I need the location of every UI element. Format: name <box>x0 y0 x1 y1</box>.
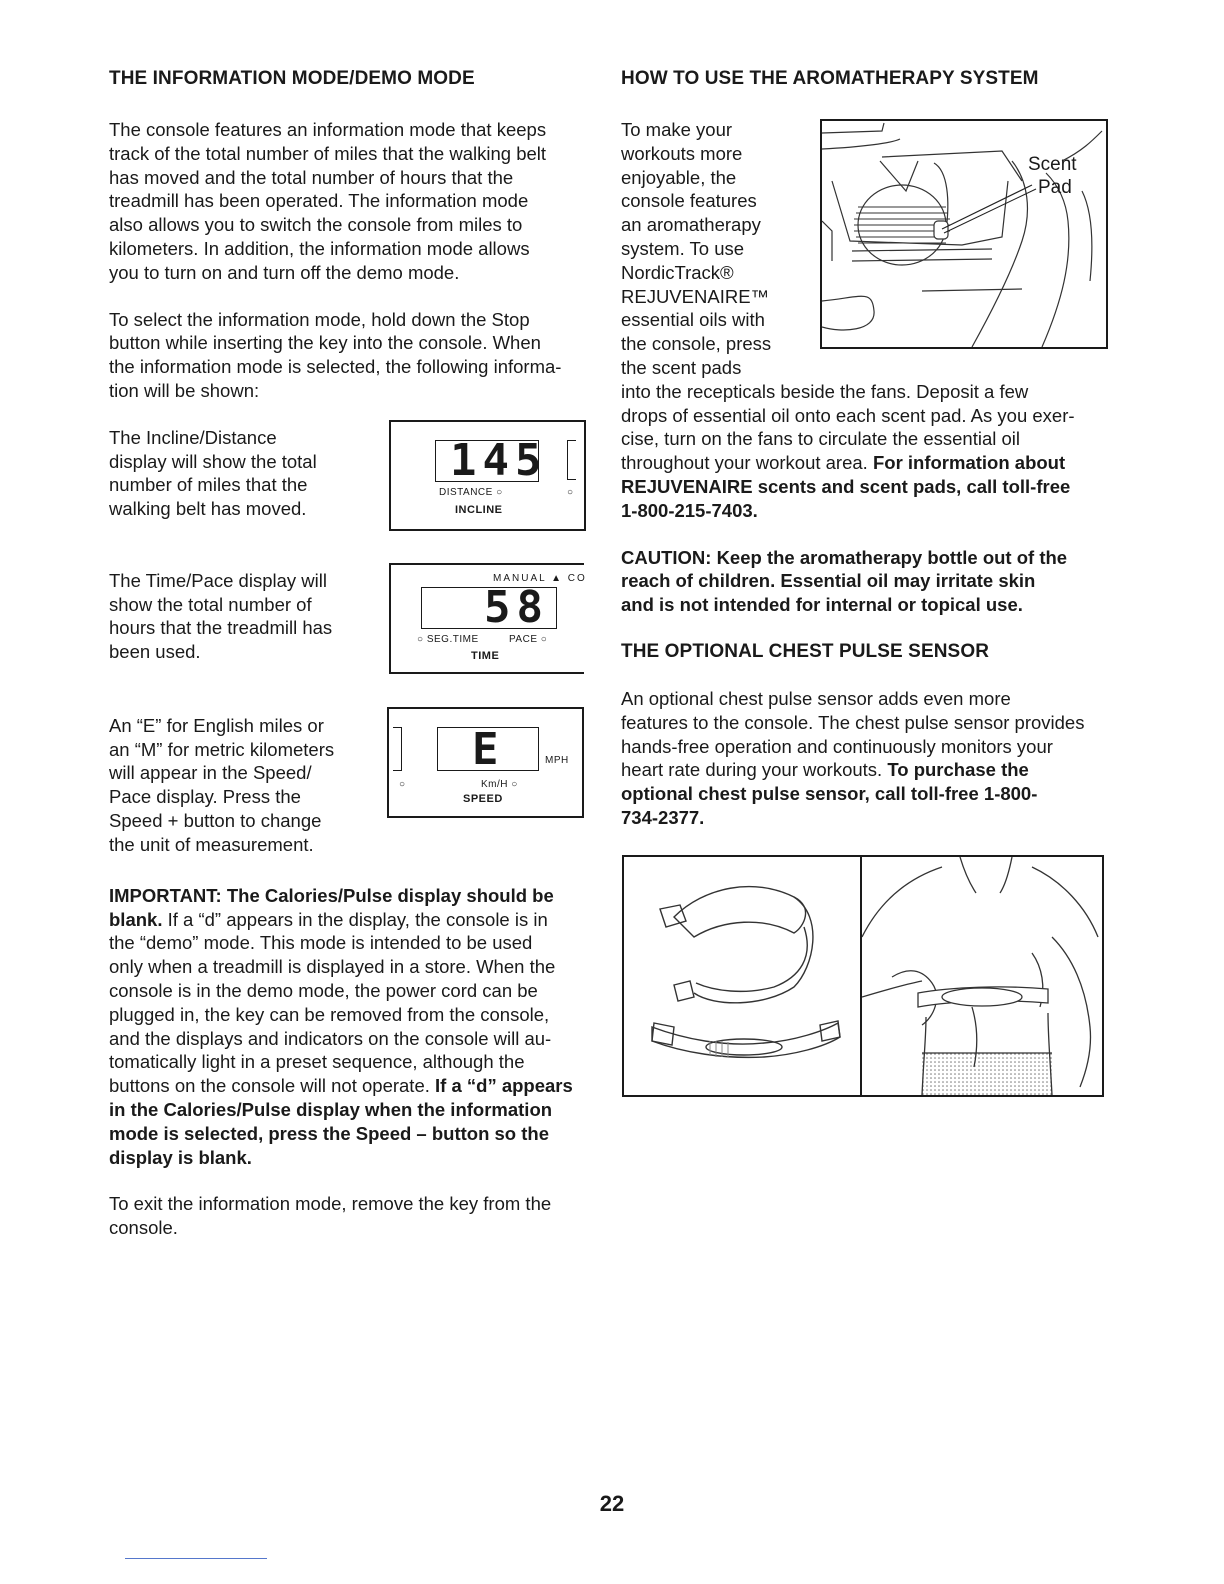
label-time: TIME <box>471 649 500 662</box>
indicator-dot: ○ <box>567 486 574 498</box>
incline-readout: 145 <box>450 434 548 486</box>
label-mph: MPH <box>545 754 569 766</box>
label-manual: MANUAL ▲ CO <box>493 572 587 584</box>
paragraph-important: IMPORTANT: The Calories/Pulse display should be blank. If a “d” appears in the display, the console is in the “demo” mode. This mode is intended to be used only when a treadmill is displayed in a store. When the console is in the demo mode, the power cord can be plugged in, the key can be removed from the console, and the displays and indicators on the console will au- tomatically light in a preset sequence, although the buttons on the console will not operate. If a “d” appears in the Calories/Pulse display when the information mode is selected, press the Speed – button so the display is blank. <box>109 884 573 1168</box>
paragraph-chest-pulse: An optional chest pulse sensor adds even more features to the console. The chest pulse sensor provides hands-free operation and continuously monitors your heart rate during your workouts. To purchase the optional chest pulse sensor, call toll-free 1-800- 734-2377. <box>621 687 1085 828</box>
speed-side-bar <box>393 727 402 771</box>
paragraph-caution: CAUTION: Keep the aromatherapy bottle out of the reach of children. Essential oil may irritate skin and is not intended for internal or topical use. <box>621 546 1068 616</box>
chest-pulse-figure <box>622 855 1104 1097</box>
paragraph-info-mode: The console features an information mode that keeps track of the total number of miles that the walking belt has moved and the total number of hours that the treadmill has been operated. The information mode also allows you to switch the console from miles to kilometers. In addition, the information mode allows you to turn on and turn off the demo mode. <box>109 119 547 283</box>
left-column <box>109 66 594 1240</box>
speed-display-section <box>109 714 594 884</box>
incline-description: The Incline/Distance display will show the total number of miles that the walking belt has moved. <box>109 426 317 520</box>
label-incline: INCLINE <box>455 503 503 516</box>
scent-pad-figure <box>820 119 1108 349</box>
chest-strap-illustration <box>624 857 860 1095</box>
heading-aromatherapy: HOW TO USE THE AROMATHERAPY SYSTEM <box>621 68 1039 89</box>
label-distance: DISTANCE <box>439 486 493 498</box>
time-description: The Time/Pace display will show the total number of hours that the treadmill has been used. <box>109 569 333 663</box>
footer-rule <box>125 1558 267 1559</box>
speed-readout-window <box>437 723 539 775</box>
time-readout-window <box>421 581 557 633</box>
heading-chest-pulse: THE OPTIONAL CHEST PULSE SENSOR <box>621 640 990 662</box>
label-pace: PACE <box>509 633 538 645</box>
incline-lcd: 145 DISTANCE ○ ○ INCLINE <box>389 420 586 531</box>
paragraph-aroma-wrap: To make your workouts more enjoyable, the console features an aromatherapy system. To use NordicTrack® REJUVENAIRE™ essential oils with the console, press the scent pads <box>621 119 772 378</box>
indicator-dot-left: ○ <box>399 778 406 790</box>
paragraph-exit: To exit the information mode, remove the key from the console. <box>109 1193 552 1239</box>
heading-information-mode: THE INFORMATION MODE/DEMO MODE <box>109 68 475 89</box>
paragraph-aroma-full: into the recepticals beside the fans. Deposit a few drops of essential oil onto each scent pad. As you exer- cise, turn on the fans to circulate the essential oil throughout your workout area. For information about REJUVENAIRE scents and scent pads, call toll-free 1-800-215-7403. <box>621 380 1075 521</box>
speed-readout: E <box>472 723 499 775</box>
incline-display-section <box>109 426 594 569</box>
scent-pad-label: Scent Pad <box>1028 154 1077 198</box>
time-readout: 58 <box>484 581 549 633</box>
label-kmh: Km/H <box>481 778 508 790</box>
speed-lcd: E MPH ○ Km/H ○ SPEED <box>387 707 584 818</box>
time-lcd: MANUAL ▲ CO 58 ○ SEG.TIME PACE ○ TIME <box>389 563 584 674</box>
label-seg-time: SEG.TIME <box>426 633 479 645</box>
paragraph-select-mode: To select the information mode, hold down the Stop button while inserting the key into the console. When the information mode is selected, the following informa- tion will be shown: <box>109 308 562 401</box>
page-number: 22 <box>599 1491 625 1516</box>
time-display-section <box>109 569 594 714</box>
label-speed: SPEED <box>463 792 503 805</box>
person-wearing-sensor-illustration <box>862 857 1100 1095</box>
speed-description: An “E” for English miles or an “M” for metric kilometers will appear in the Speed/ Pace display. Press the Speed + button to change the unit of measurement. <box>109 714 335 855</box>
incline-side-bar <box>567 440 576 480</box>
